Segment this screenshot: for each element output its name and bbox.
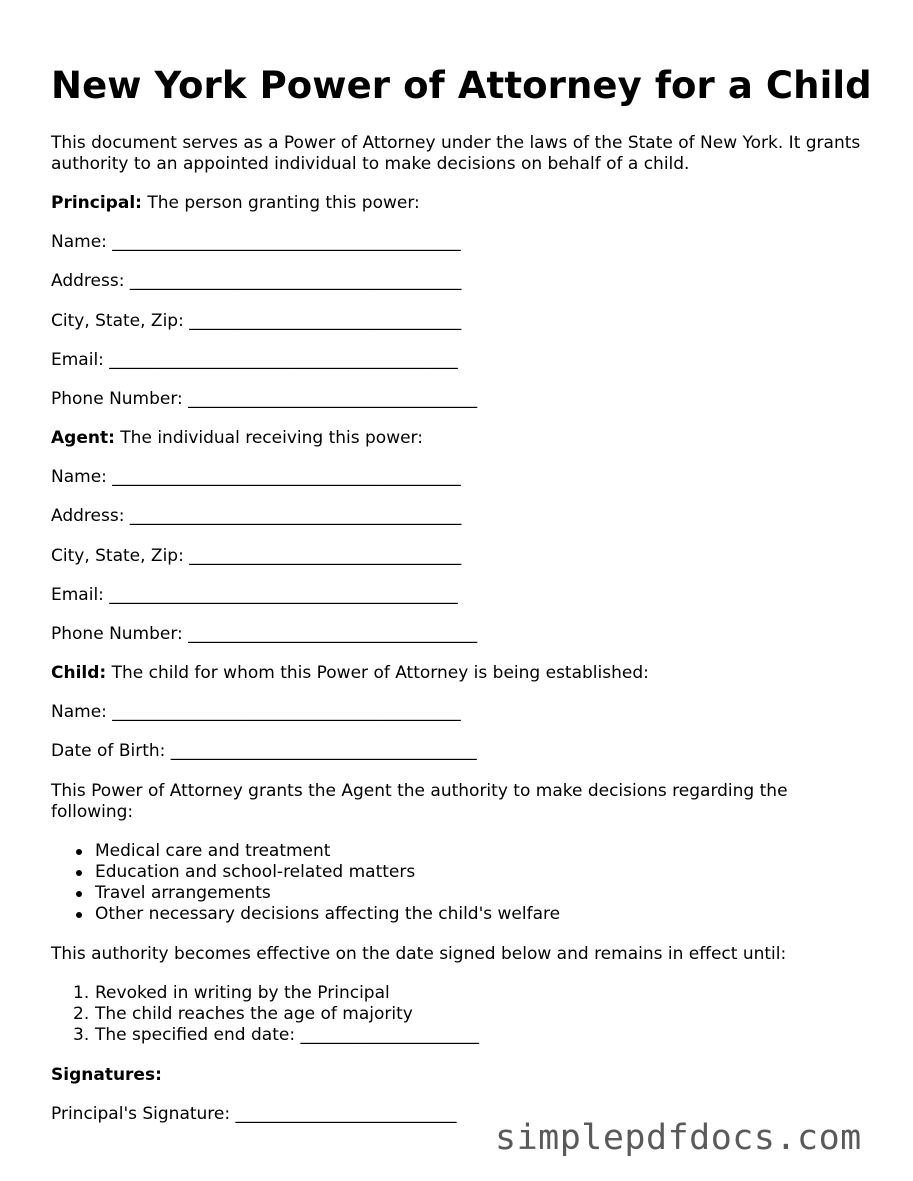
- document-title: New York Power of Attorney for a Child: [51, 64, 872, 107]
- authority-paragraph: This Power of Attorney grants the Agent the authority to make decisions regarding the following:: [51, 781, 788, 822]
- agent-city-field[interactable]: City, State, Zip: ________________________________: [51, 546, 462, 566]
- agent-heading-line: [51, 428, 423, 449]
- child-description: The child for whom this Power of Attorney is being established:: [111, 663, 649, 683]
- child-dob-field[interactable]: Date of Birth: ____________________________________: [51, 741, 477, 761]
- list-item: Medical care and treatment: [51, 841, 560, 862]
- principal-email-field[interactable]: Email: _________________________________________: [51, 350, 458, 370]
- agent-address-field[interactable]: Address: _______________________________________: [51, 506, 462, 526]
- intro-paragraph: This document serves as a Power of Attorney under the laws of the State of New York. It grants authority to an appointed individual to make decisions on behalf of a child.: [51, 133, 861, 174]
- principal-name-field[interactable]: Name: _________________________________________: [51, 232, 461, 252]
- list-item: [51, 1004, 479, 1025]
- agent-email-field[interactable]: Email: _________________________________________: [51, 585, 458, 605]
- child-name-field[interactable]: Name: _________________________________________: [51, 702, 461, 722]
- list-item: Travel arrangements: [51, 883, 560, 904]
- end-date-field[interactable]: The specified end date: _____________________: [95, 1025, 479, 1045]
- list-number: 1.: [73, 983, 90, 1003]
- child-heading-line: [51, 663, 649, 684]
- list-item: Education and school-related matters: [51, 862, 560, 883]
- list-text: The child reaches the age of majority: [95, 1004, 413, 1024]
- agent-description: The individual receiving this power:: [120, 428, 423, 448]
- principal-description: The person granting this power:: [147, 193, 420, 213]
- signatures-heading: Signatures:: [51, 1065, 162, 1085]
- principal-phone-field[interactable]: Phone Number: __________________________________: [51, 389, 478, 409]
- list-number: 3.: [73, 1025, 90, 1045]
- principal-city-field[interactable]: City, State, Zip: ________________________________: [51, 311, 462, 331]
- list-item: Other necessary decisions affecting the child's welfare: [51, 904, 560, 925]
- agent-phone-field[interactable]: Phone Number: __________________________________: [51, 624, 478, 644]
- list-item[interactable]: [51, 1025, 479, 1046]
- watermark-logo: simplepdfdocs.com: [495, 1118, 862, 1158]
- authority-list: [51, 841, 560, 925]
- principal-address-field[interactable]: Address: _______________________________________: [51, 271, 462, 291]
- effective-paragraph: This authority becomes effective on the date signed below and remains in effect until:: [51, 944, 787, 964]
- effective-list: [51, 983, 479, 1046]
- principal-heading: Principal:: [51, 193, 142, 213]
- agent-name-field[interactable]: Name: _________________________________________: [51, 467, 461, 487]
- agent-heading: Agent:: [51, 428, 115, 448]
- list-text: Revoked in writing by the Principal: [95, 983, 390, 1003]
- list-item: [51, 983, 479, 1004]
- principal-heading-line: [51, 193, 420, 214]
- list-number: 2.: [73, 1004, 90, 1024]
- child-heading: Child:: [51, 663, 107, 683]
- principal-signature-field[interactable]: Principal's Signature: __________________________: [51, 1104, 457, 1124]
